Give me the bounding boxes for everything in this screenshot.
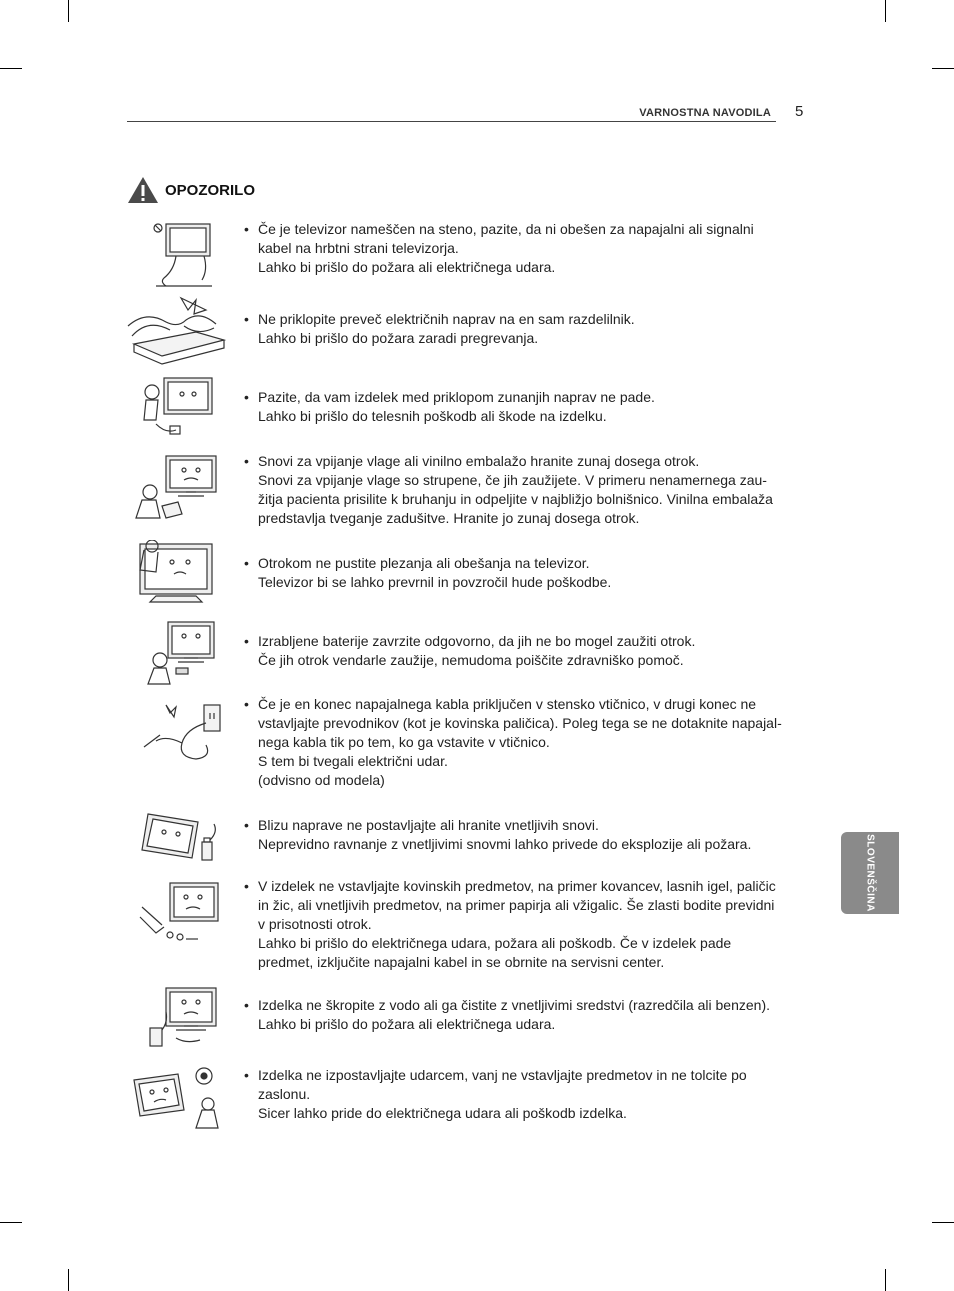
- item-text: Snovi za vpijanje vlage so strupene, če jih zaužijete. V primeru nenamernega zau-: [258, 472, 767, 488]
- item-text: • Izdelka ne izpostavljajte udarcem, vanj ne vstavljajte predmetov in ne tolcite po: [258, 1067, 747, 1083]
- header-title: VARNOSTNA NAVODILA: [639, 107, 771, 119]
- child-battery-icon: [126, 618, 226, 690]
- item-text: S tem bi tvegali električni udar.: [258, 753, 448, 769]
- item-text: • Če je en konec napajalnega kabla priključen v stensko vtičnico, v drugi konec ne: [258, 696, 757, 712]
- item-text: Lahko bi prišlo do požara zaradi pregrevanja.: [258, 330, 539, 346]
- item-text: predmet, izključite napajalni kabel in se obrnite na servisni center.: [258, 954, 665, 970]
- child-packaging-icon: [126, 452, 226, 524]
- warning-label: OPOZORILO: [165, 181, 255, 199]
- item-text: Lahko bi prišlo do električnega udara, požara ali poškodb. Če v izdelek pade: [258, 935, 732, 951]
- flammable-spray-icon: [126, 802, 226, 874]
- item-text: • Pazite, da vam izdelek med priklopom zunanjih naprav ne pade.: [258, 389, 655, 405]
- power-cable-outlet-icon: [126, 695, 226, 767]
- item-text: • Blizu naprave ne postavljajte ali hranite vnetljivih snovi.: [258, 817, 599, 833]
- item-text: žitja pacienta prisilite k bruhanju in odpeljite v najbližjo bolnišnico. Vinilna embalaža: [258, 491, 773, 507]
- item-text: nega kabla tik po tem, ko ga vstavite v vtičnico.: [258, 734, 550, 750]
- item-text: vstavljajte prevodnikov (kot je kovinska paličica). Poleg tega se ne dotaknite napajal-: [258, 715, 782, 731]
- item-text: Neprevidno ravnanje z vnetljivimi snovmi lahko privede do eksplozije ali požara.: [258, 836, 752, 852]
- warning-triangle-icon: [127, 176, 159, 204]
- crop-mark: [0, 68, 22, 69]
- item-text: Lahko bi prišlo do požara ali električnega udara.: [258, 259, 556, 275]
- ball-impact-icon: [126, 1064, 226, 1136]
- crop-mark: [932, 68, 954, 69]
- metal-objects-icon: [126, 877, 226, 949]
- language-tab: [841, 832, 899, 914]
- item-text: v prisotnosti otrok.: [258, 916, 372, 932]
- item-text: • V izdelek ne vstavljajte kovinskih predmetov, na primer kovancev, lasnih igel, paličic: [258, 878, 776, 894]
- item-text: • Izdelka ne škropite z vodo ali ga čistite z vnetljivimi sredstvi (razredčila ali benzen).: [258, 997, 770, 1013]
- item-text: predstavlja tveganje zadušitve. Hranite jo zunaj dosega otrok.: [258, 510, 640, 526]
- water-spray-icon: [126, 982, 226, 1054]
- crop-mark: [0, 1222, 22, 1223]
- item-text: zaslonu.: [258, 1086, 311, 1102]
- item-text: Lahko bi prišlo do požara ali električnega udara.: [258, 1016, 556, 1032]
- falling-tv-connection-icon: [126, 374, 226, 446]
- item-text: • Ne priklopite preveč električnih naprav na en sam razdelilnik.: [258, 311, 635, 327]
- item-text: • Snovi za vpijanje vlage ali vinilno embalažo hranite zunaj dosega otrok.: [258, 453, 700, 469]
- item-text: Lahko bi prišlo do telesnih poškodb ali škode na izdelku.: [258, 408, 607, 424]
- wall-mounted-tv-hanging-cable-icon: [126, 220, 226, 292]
- item-text: Sicer lahko pride do električnega udara ali poškodb izdelka.: [258, 1105, 627, 1121]
- crop-mark: [932, 1222, 954, 1223]
- crop-mark: [885, 1269, 886, 1291]
- crop-mark: [885, 0, 886, 22]
- item-text: • Če je televizor nameščen na steno, pazite, da ni obešen za napajalni ali signalni: [258, 221, 754, 237]
- child-climbing-tv-icon: [126, 540, 226, 612]
- item-text: (odvisno od modela): [258, 772, 385, 788]
- item-text: Če jih otrok vendarle zaužije, nemudoma poiščite zdravniško pomoč.: [258, 652, 684, 668]
- warning-heading: [127, 176, 255, 204]
- language-tab-label: SLOVENŠČINA: [864, 834, 876, 912]
- item-text: Televizor bi se lahko prevrnil in povzročil hude poškodbe.: [258, 574, 612, 590]
- item-text: in žic, ali vnetljivih predmetov, na primer papirja ali vžigalic. Še zlasti bodite previdni: [258, 897, 775, 913]
- crop-mark: [68, 0, 69, 22]
- header-divider: [127, 121, 776, 122]
- page-number: 5: [795, 103, 804, 120]
- crop-mark: [68, 1269, 69, 1291]
- overloaded-power-strip-icon: [126, 296, 226, 368]
- item-text: • Izrabljene baterije zavrzite odgovorno, da jih ne bo mogel zaužiti otrok.: [258, 633, 696, 649]
- item-text: • Otrokom ne pustite plezanja ali obešanja na televizor.: [258, 555, 590, 571]
- item-text: kabel na hrbtni strani televizorja.: [258, 240, 459, 256]
